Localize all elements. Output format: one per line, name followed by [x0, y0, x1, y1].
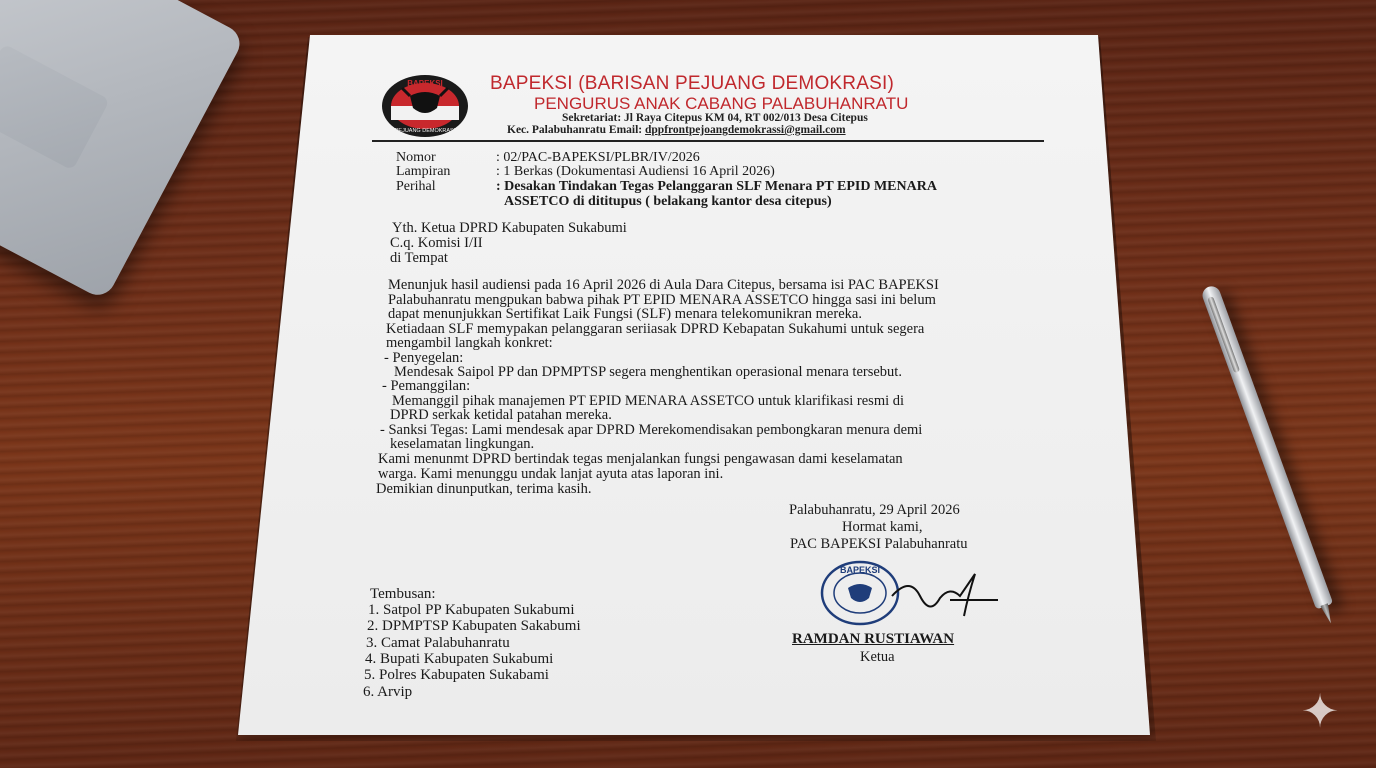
sparkle-icon: ✦ [1300, 686, 1340, 737]
branch-name: PENGURUS ANAK CABANG PALABUHANRATU [534, 94, 909, 113]
tembusan-title: Tembusan: [370, 586, 436, 602]
signer-name: RAMDAN RUSTIAWAN [792, 631, 955, 647]
bapeksi-logo [380, 74, 470, 138]
tembusan-item: 4. Bupati Kabupaten Sukabumi [365, 651, 554, 667]
recipient-line3: di Tempat [390, 250, 448, 266]
item1-title: - Penyegelan: [384, 350, 464, 366]
tembusan-item: 2. DPMPTSP Kabupaten Sakabumi [367, 618, 581, 634]
lampiran-label: Lampiran [396, 164, 451, 179]
signature-scrawl [880, 566, 1000, 626]
logo-text-top: BAPEKSI [407, 79, 443, 88]
stamp-text: BAPEKSI [839, 565, 881, 575]
body-p1-l3: dapat menunjukkan Sertifikat Laik Fungsi (SLF) menara telekomunikran mereka. [388, 306, 862, 322]
signer-title: Ketua [860, 649, 895, 665]
body-p3-l1: Kami menunmt DPRD bertindak tegas menjalankan fungsi pengawasan dami keselamatan [378, 451, 903, 467]
tembusan-item: 3. Camat Palabuhanratu [366, 635, 510, 651]
tembusan-item: 6. Arvip [363, 684, 413, 700]
perihal-line1: : Desakan Tindakan Tegas Pelanggaran SLF Menara PT EPID MENARA [496, 179, 937, 194]
pen-clip [1207, 296, 1240, 373]
tembusan-item: 1. Satpol PP Kabupaten Sukabumi [368, 602, 575, 618]
contact-line [507, 124, 846, 136]
org-name: BAPEKSI (BARISAN PEJUANG DEMOKRASI) [490, 73, 894, 94]
contact-prefix: Kec. Palabuhanratu Email: [507, 124, 646, 136]
item2-line1: Memanggil pihak manajemen PT EPID MENARA ASSETCO untuk klarifikasi resmi di [392, 393, 905, 409]
closing-place-date: Palabuhanratu, 29 April 2026 [789, 502, 960, 518]
body-p3-l2: warga. Kami menunggu undak lanjat ayuta atas laporan ini. [378, 466, 724, 482]
item3-line1: - Sanksi Tegas: Lami mendesak apar DPRD Merekomendisakan pembongkaran menura demi [380, 422, 923, 438]
body-p2-l1: Ketiadaan SLF memypakan pelanggaran seriiasak DPRD Kebapatan Sukahumi untuk segera [386, 321, 925, 337]
recipient-line1: Yth. Ketua DPRD Kabupaten Sukabumi [392, 220, 627, 236]
item1-line1: Mendesak Saipol PP dan DPMPTSP segera menghentikan operasional menara tersebut. [394, 364, 902, 380]
laptop-trackpad [0, 44, 110, 171]
closing-greeting: Hormat kami, [842, 519, 923, 535]
logo-text-bottom: PEJUANG DEMOKRASI [394, 128, 456, 134]
nomor-value: : 02/PAC-BAPEKSI/PLBR/IV/2026 [496, 150, 700, 165]
item2-line2: DPRD serkak ketidal patahan mereka. [390, 407, 612, 423]
body-p1-l1: Menunjuk hasil audiensi pada 16 April 2026 di Aula Dara Citepus, bersama isi PAC BAPEKSI [388, 277, 939, 293]
closing-org: PAC BAPEKSI Palabuhanratu [790, 536, 968, 552]
item2-title: - Pemanggilan: [382, 378, 471, 394]
perihal-line2: ASSETCO di dititupus ( belakang kantor desa citepus) [504, 194, 832, 209]
pen [1200, 284, 1333, 610]
item3-line2: keselamatan lingkungan. [390, 436, 535, 452]
pen-tip [1320, 603, 1334, 625]
lampiran-value: : 1 Berkas (Dokumentasi Audiensi 16 April 2026) [496, 164, 775, 179]
body-p2-l2: mengambil langkah konkret: [386, 335, 553, 351]
laptop [0, 0, 246, 301]
letterhead-rule [372, 140, 1044, 142]
body-p1-l2: Palabuhanratu mengpukan babwa pihak PT EPID MENARA ASSETCO hingga sasi ini belum [388, 292, 936, 308]
recipient-line2: C.q. Komisi I/II [390, 235, 483, 251]
tembusan-item: 5. Polres Kabupaten Sukabami [364, 667, 549, 683]
email-link[interactable]: dppfrontpejoangdemokrassi@gmail.com [645, 124, 846, 136]
nomor-label: Nomor [396, 150, 436, 165]
body-p4: Demikian dinunputkan, terima kasih. [376, 481, 592, 497]
address: Sekretariat: Jl Raya Citepus KM 04, RT 002/013 Desa Citepus [562, 112, 868, 124]
perihal-label: Perihal [396, 179, 436, 194]
